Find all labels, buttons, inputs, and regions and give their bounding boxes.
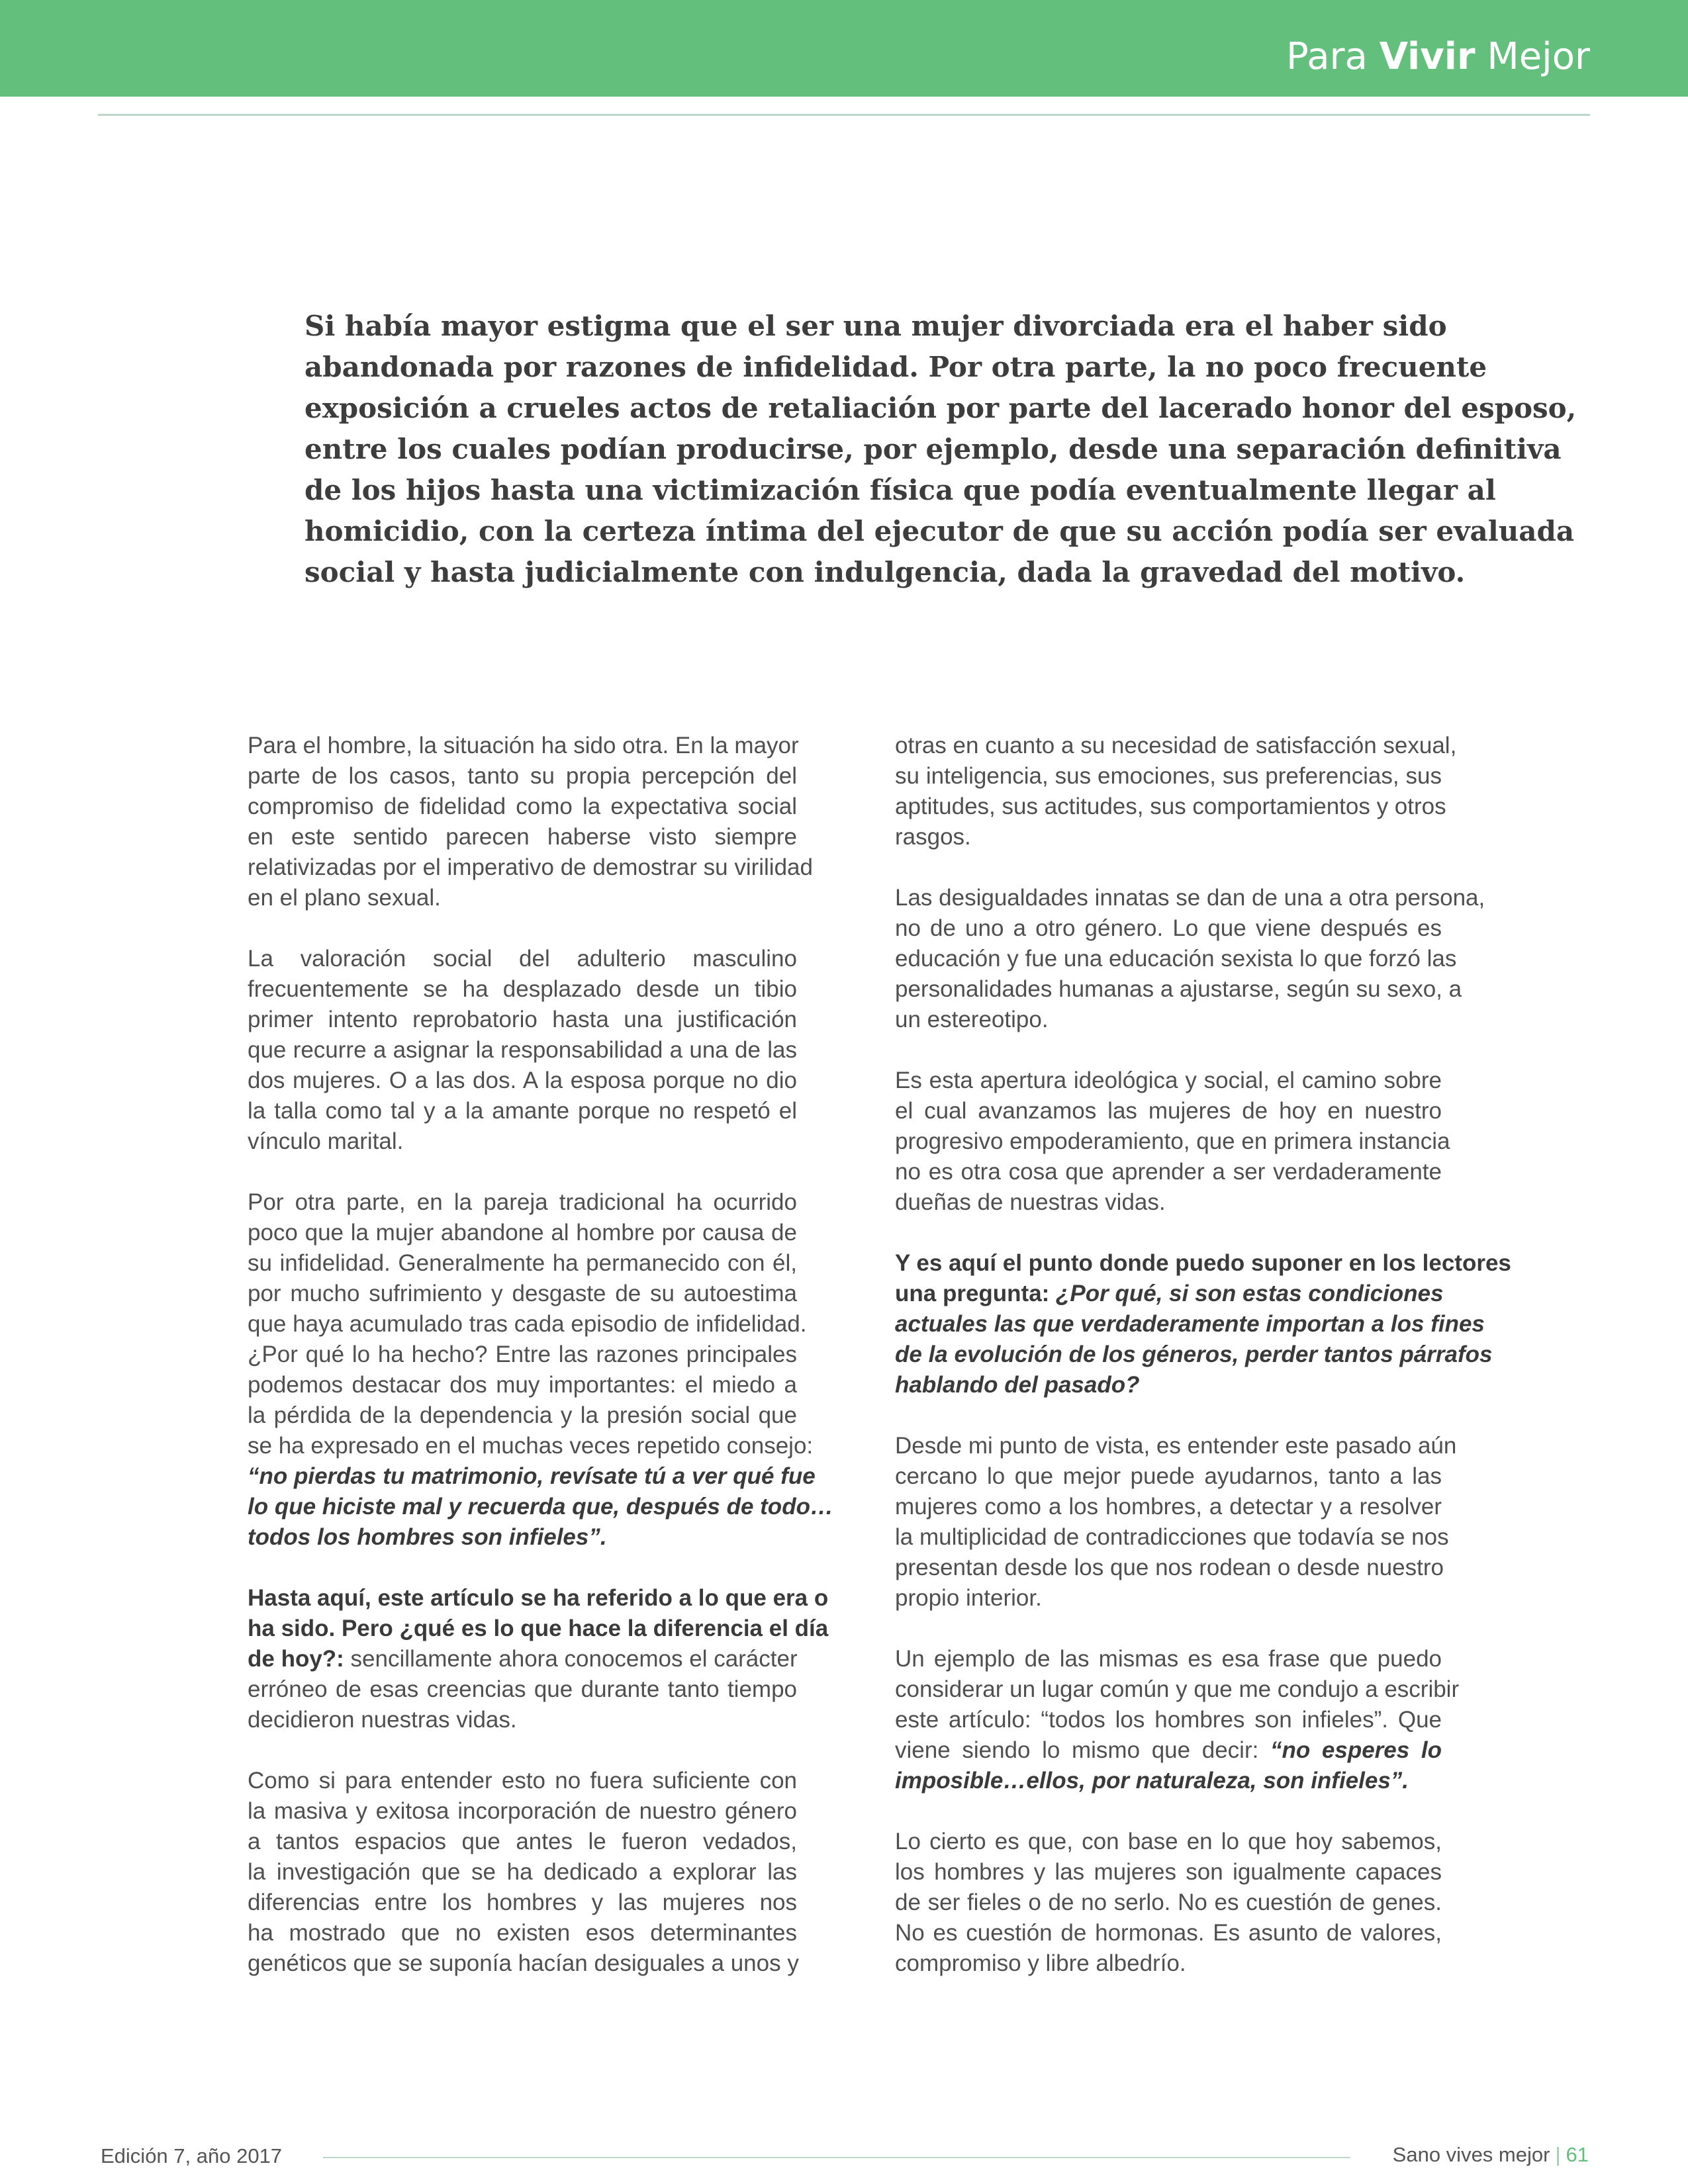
paragraph <box>895 731 1457 852</box>
text-line: no de uno a otro género. Lo que viene después es <box>895 915 1442 941</box>
bold-text-line: ha sido. Pero ¿qué es lo que hace la diferencia el día <box>248 1615 829 1641</box>
text-line: su infidelidad. Generalmente ha permanecido con él, <box>248 1250 797 1276</box>
text-line: a tantos espacios que antes le fueron vedados, <box>248 1829 797 1854</box>
text-line: aptitudes, sus actitudes, sus comportamientos y otros <box>895 794 1446 819</box>
text-line: los hombres y las mujeres son igualmente capaces <box>895 1859 1442 1885</box>
text-line: compromiso de fidelidad como la expectativa social <box>248 794 797 819</box>
text-line: educación y fue una educación sexista lo que forzó las <box>895 946 1457 972</box>
text-line: presentan desde los que nos rodean o desde nuestro <box>895 1555 1444 1580</box>
paragraph <box>248 1583 829 1735</box>
text-line: por mucho sufrimiento y desgaste de su autoestima <box>248 1281 797 1306</box>
pull-quote-line: abandonada por razones de infidelidad. Por otra parte, la no poco frecuente <box>305 351 1487 383</box>
text-line: Como si para entender esto no fuera suficiente con <box>248 1768 797 1794</box>
header-divider <box>98 114 1590 116</box>
text-line: rasgos. <box>895 824 971 850</box>
text-line: no es otra cosa que aprender a ser verdaderamente <box>895 1159 1442 1185</box>
text-line: diferencias entre los hombres y las mujeres nos <box>248 1889 797 1915</box>
paragraph <box>895 1431 1457 1614</box>
text-line: Desde mi punto de vista, es entender este pasado aún <box>895 1433 1457 1459</box>
text-line: la pérdida de la dependencia y la presión social que <box>248 1402 797 1428</box>
text-line: en el plano sexual. <box>248 885 441 911</box>
text-line: vínculo marital. <box>248 1128 404 1154</box>
quoted-advice-line: lo que hiciste mal y recuerda que, después de todo… <box>248 1494 833 1520</box>
text-line: en este sentido parecen haberse visto siempre <box>248 824 797 850</box>
paragraph <box>248 1766 797 1979</box>
text-line: personalidades humanas a ajustarse, según su sexo, a <box>895 976 1462 1002</box>
quoted-phrase-run: “no esperes lo <box>1258 1737 1442 1763</box>
text-line: genéticos que se suponía hacían desiguales a unos y <box>248 1950 799 1976</box>
text-line: dos mujeres. O a las dos. A la esposa porque no dio <box>248 1068 797 1093</box>
pull-quote-line: Si había mayor estigma que el ser una mujer divorciada era el haber sido <box>305 310 1447 342</box>
paragraph <box>895 883 1485 1035</box>
text-line: ha mostrado que no existen esos determinantes <box>248 1920 797 1946</box>
paragraph <box>248 731 813 913</box>
section-title-post: Mejor <box>1487 35 1590 78</box>
edition-label: Edición 7, año 2017 <box>101 2144 283 2167</box>
text-line: un estereotipo. <box>895 1007 1049 1032</box>
text-line: la investigación que se ha dedicado a explorar las <box>248 1859 797 1885</box>
text-line: la masiva y exitosa incorporación de nuestro género <box>248 1798 797 1824</box>
text-line: el cual avanzamos las mujeres de hoy en nuestro <box>895 1098 1442 1124</box>
text-line: Un ejemplo de las mismas es esa frase que puedo <box>895 1646 1442 1672</box>
text-line: Lo cierto es que, con base en lo que hoy sabemos, <box>895 1829 1442 1854</box>
text-line: relativizadas por el imperativo de demostrar su virilidad <box>248 854 813 880</box>
text-line: su inteligencia, sus emociones, sus preferencias, sus <box>895 763 1442 789</box>
pull-quote-line: exposición a crueles actos de retaliación por parte del lacerado honor del esposo, <box>305 392 1577 424</box>
text-line: primer intento reprobatorio hasta una justificación <box>248 1007 797 1032</box>
text-line: decidieron nuestras vidas. <box>248 1707 517 1733</box>
section-title-pre: Para <box>1286 35 1368 78</box>
right-column <box>895 731 1511 2009</box>
quoted-advice-line: “no pierdas tu matrimonio, revísate tú a ver qué fue <box>248 1463 816 1489</box>
left-column <box>248 731 833 2009</box>
text-line: podemos destacar dos muy importantes: el miedo a <box>248 1372 797 1398</box>
question-line: de la evolución de los géneros, perder tantos párrafos <box>895 1342 1493 1367</box>
text-line: mujeres como a los hombres, a detectar y a resolver <box>895 1494 1442 1520</box>
bold-text-run: una pregunta: <box>895 1281 1050 1306</box>
paragraph <box>895 1066 1450 1218</box>
magazine-name: Sano vives mejor <box>1392 2143 1550 2166</box>
text-line <box>895 1735 1442 1766</box>
text-line: erróneo de esas creencias que durante tanto tiempo <box>248 1676 797 1702</box>
page-number: 61 <box>1566 2143 1589 2166</box>
quoted-advice-line: todos los hombres son infieles”. <box>248 1524 607 1550</box>
text-line: la multiplicidad de contradicciones que todavía se nos <box>895 1524 1449 1550</box>
text-line: poco que la mujer abandone al hombre por causa de <box>248 1220 797 1246</box>
pull-quote <box>305 306 1577 593</box>
bold-text-line: Y es aquí el punto donde puedo suponer en los lectores <box>895 1250 1511 1276</box>
question-line: actuales las que verdaderamente importan a los fines <box>895 1311 1485 1337</box>
text-line: La valoración social del adulterio masculino <box>248 946 797 972</box>
text-line <box>895 1279 1442 1309</box>
text-line: considerar un lugar común y que me condujo a escribir <box>895 1676 1460 1702</box>
footer-separator: | <box>1555 2143 1561 2166</box>
text-line: de ser fieles o de no serlo. No es cuestión de genes. <box>895 1889 1442 1915</box>
paragraph <box>248 944 797 1157</box>
section-title <box>1286 35 1590 78</box>
pull-quote-line: homicidio, con la certeza íntima del ejecutor de que su acción podía ser evaluada <box>305 515 1575 547</box>
text-line: Es esta apertura ideológica y social, el camino sobre <box>895 1068 1442 1093</box>
bold-text-line: Hasta aquí, este artículo se ha referido a lo que era o <box>248 1585 829 1611</box>
text-line: dueñas de nuestras vidas. <box>895 1189 1166 1215</box>
text-line: este artículo: “todos los hombres son infieles”. Que <box>895 1707 1442 1733</box>
text-line: ¿Por qué lo ha hecho? Entre las razones principales <box>248 1342 797 1367</box>
pull-quote-line: de los hijos hasta una victimización física que podía eventualmente llegar al <box>305 474 1496 506</box>
text-line: que haya acumulado tras cada episodio de infidelidad. <box>248 1311 807 1337</box>
section-title-bold: Vivir <box>1379 35 1476 78</box>
paragraph <box>895 1827 1442 1979</box>
text-line: Las desigualdades innatas se dan de una a otra persona, <box>895 885 1485 911</box>
bold-text-run: de hoy?: <box>248 1646 344 1672</box>
text-line: se ha expresado en el muchas veces repetido consejo: <box>248 1433 814 1459</box>
text-run: viene siendo lo mismo que decir: <box>895 1737 1259 1763</box>
text-line: que recurre a asignar la responsabilidad a una de las <box>248 1037 797 1063</box>
pull-quote-line: social y hasta judicialmente con indulgencia, dada la gravedad del motivo. <box>305 556 1466 588</box>
text-line: propio interior. <box>895 1585 1042 1611</box>
footer-publication <box>1393 2143 1589 2167</box>
paragraph <box>895 1644 1460 1796</box>
paragraph <box>248 1187 833 1553</box>
text-line: Por otra parte, en la pareja tradicional ha ocurrido <box>248 1189 797 1215</box>
footer-divider <box>323 2157 1350 2158</box>
paragraph <box>895 1248 1511 1400</box>
text-line <box>248 1644 797 1674</box>
text-line: la talla como tal y a la amante porque no respetó el <box>248 1098 797 1124</box>
text-line: compromiso y libre albedrío. <box>895 1950 1186 1976</box>
quoted-phrase-line: imposible…ellos, por naturaleza, son infieles”. <box>895 1768 1409 1794</box>
text-line: progresivo empoderamiento, que en primera instancia <box>895 1128 1450 1154</box>
text-line: No es cuestión de hormonas. Es asunto de valores, <box>895 1920 1442 1946</box>
question-run: ¿Por qué, si son estas condiciones <box>1049 1281 1444 1306</box>
pull-quote-line: entre los cuales podían producirse, por ejemplo, desde una separación definitiva <box>305 433 1562 465</box>
text-line: frecuentemente se ha desplazado desde un tibio <box>248 976 797 1002</box>
question-line: hablando del pasado? <box>895 1372 1140 1398</box>
text-line: parte de los casos, tanto su propia percepción del <box>248 763 797 789</box>
text-line: Para el hombre, la situación ha sido otra. En la mayor <box>248 733 799 758</box>
text-line: otras en cuanto a su necesidad de satisfacción sexual, <box>895 733 1457 758</box>
text-line: cercano lo que mejor puede ayudarnos, tanto a las <box>895 1463 1442 1489</box>
text-run: sencillamente ahora conocemos el carácter <box>344 1646 798 1672</box>
